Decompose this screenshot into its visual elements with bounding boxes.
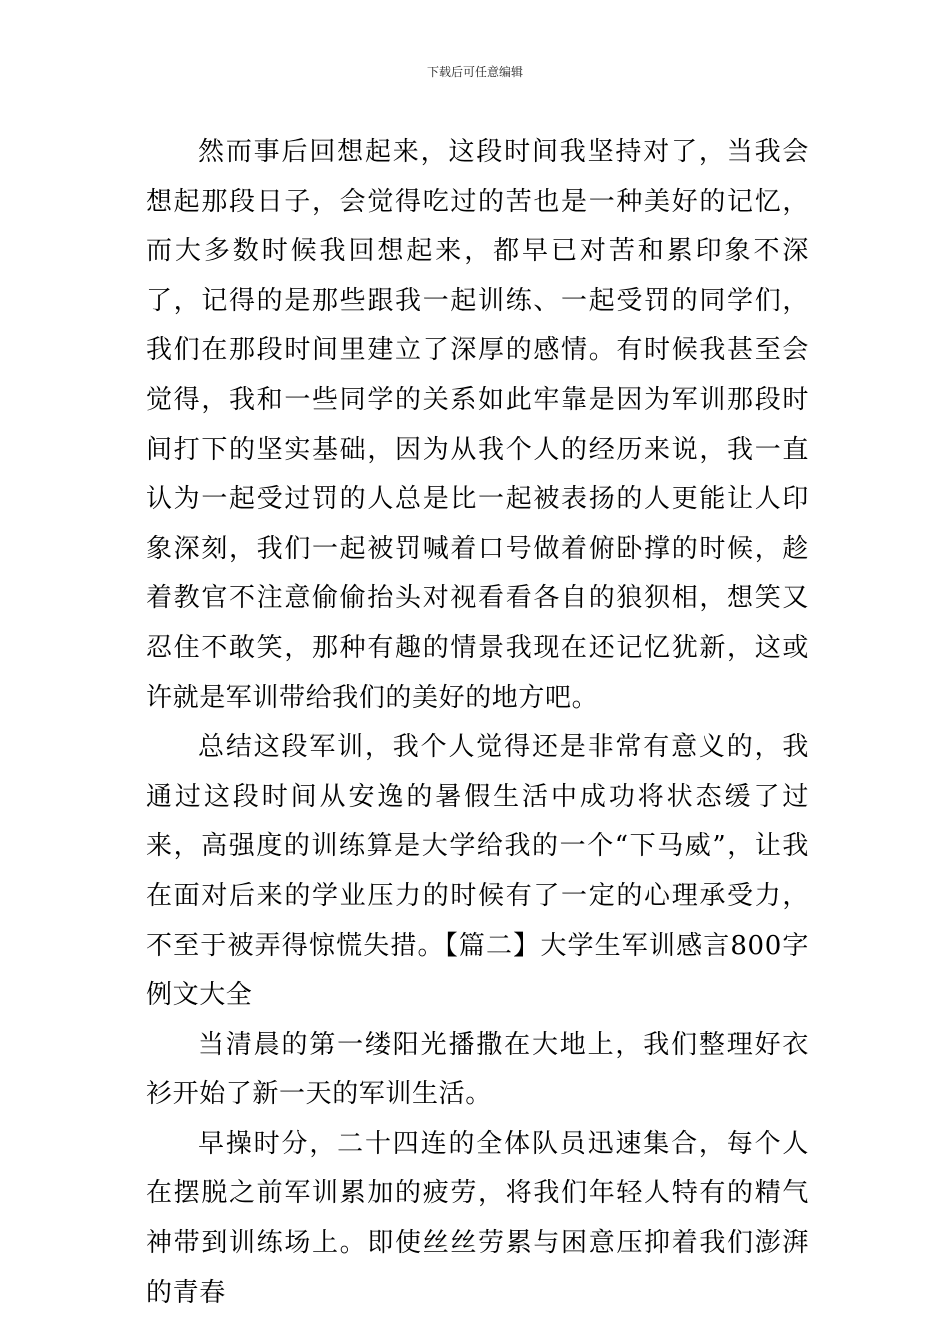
document-body xyxy=(146,128,809,1318)
paragraph-1: 然而事后回想起来，这段时间我坚持对了，当我会想起那段日子，会觉得吃过的苦也是一种美好的记忆，而大多数时候我回想起来，都早已对苦和累印象不深了，记得的是那些跟我一起训练、一起受罚的同学们，我们在那段时间里建立了深厚的感情。有时候我甚至会觉得，我和一些同学的关系如此牢靠是因为军训那段时间打下的坚实基础，因为从我个人的经历来说，我一直认为一起受过罚的人总是比一起被表扬的人更能让人印象深刻，我们一起被罚喊着口号做着俯卧撑的时候，趁着教官不注意偷偷抬头对视看看各自的狼狈相，想笑又忍住不敢笑，那种有趣的情景我现在还记忆犹新，这或许就是军训带给我们的美好的地方吧。 xyxy=(146,137,809,713)
page-header: 下载后可任意编辑 xyxy=(426,65,523,79)
paragraph-2: 总结这段军训，我个人觉得还是非常有意义的，我通过这段时间从安逸的暑假生活中成功将状态缓了过来，高强度的训练算是大学给我的一个“下马威”，让我在面对后来的学业压力的时候有了一定的心理承受力，不至于被弄得惊慌失措。【篇二】大学生军训感言800字例文大全 xyxy=(146,732,809,1011)
paragraph-3: 当清晨的第一缕阳光播撒在大地上，我们整理好衣衫开始了新一天的军训生活。 xyxy=(146,1029,809,1110)
paragraph-4: 早操时分，二十四连的全体队员迅速集合，每个人在摆脱之前军训累加的疲劳，将我们年轻人特有的精气神带到训练场上。即使丝丝劳累与困意压抑着我们澎湃的青春 xyxy=(146,1128,809,1308)
